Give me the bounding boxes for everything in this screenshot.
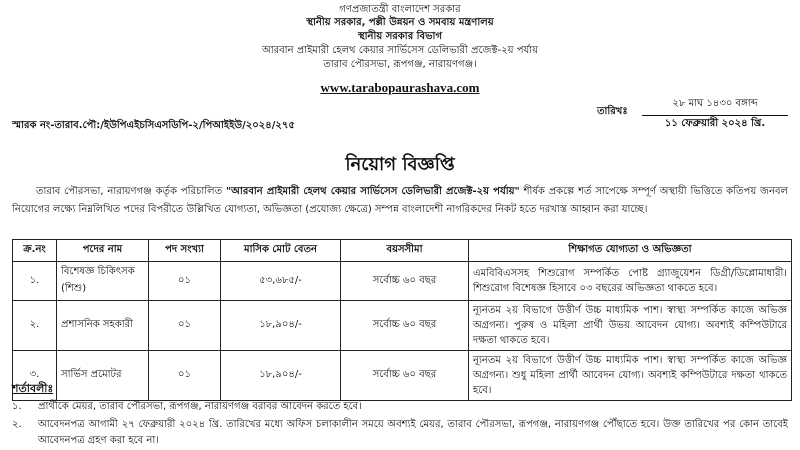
intro-paragraph: [12, 183, 788, 219]
term-text: প্রার্থীকে মেয়র, তারাব পৌরসভা, রূপগঞ্জ, নারায়ণগঞ্জ বরাবর আবেদন করতে হবে।: [38, 401, 362, 412]
table-row: [13, 301, 792, 351]
col-age: বয়সসীমা: [341, 240, 469, 262]
header-ministry: স্থানীয় সরকার, পল্লী উন্নয়ন ও সমবায় মন্ত্রণালয়: [306, 17, 494, 28]
notice-title: নিয়োগ বিজ্ঞপ্তি: [345, 154, 455, 175]
row-serial: ১.: [13, 262, 57, 301]
date-label: তারিখঃ: [597, 106, 628, 117]
row-salary: ৫৩,৬৮৫/-: [221, 262, 341, 301]
table-row: [13, 351, 792, 401]
row-requirement: এমবিবিএসসহ শিশুরোগ সম্পর্কিত পোষ্ট গ্র্যাজুয়েশন ডিগ্রী/ডিপ্লোমাধারী। শিশুরোগ বিশেষজ্ঞ হিসাবে ০৩ বছরের অভিজ্ঞতা থাকতে হবে।: [469, 262, 792, 301]
term-number: ২.: [12, 419, 22, 430]
terms-title: শর্তাবলীঃ: [12, 382, 54, 395]
header-division: স্থানীয় সরকার বিভাগ: [357, 31, 443, 42]
term-number: ১.: [12, 401, 22, 412]
table-row: [13, 262, 792, 301]
col-requirement: শিক্ষাগত যোগ্যতা ও অভিজ্ঞতা: [469, 240, 792, 262]
row-age: সর্বোচ্চ ৬০ বছর: [341, 262, 469, 301]
row-serial: ৩.: [13, 351, 57, 401]
list-item: [12, 399, 788, 415]
col-post: পদের নাম: [57, 240, 149, 262]
table-header-row: [13, 240, 792, 262]
intro-project-name: "আরবান প্রাইমারী হেলথ কেয়ার সার্ভিসেস ডেলিভারী প্রজেক্ট-২য় পর্যায়": [225, 186, 520, 197]
header-municipality: তারাব পৌরসভা, রূপগঞ্জ, নারায়ণগঞ্জ।: [323, 59, 477, 70]
row-count: ০১: [149, 351, 221, 401]
row-salary: ১৮,৯০৪/-: [221, 351, 341, 401]
row-post: সার্ভিস প্রমোটর: [57, 351, 149, 401]
list-item: [12, 417, 788, 449]
term-text: আবেদনপত্র আগামী ২৭ ফেব্রুয়ারী ২০২৪ খ্রি. তারিখের মধ্যে অফিস চলাকালীন সময়ে অবশ্যই মেয়র, তারাব পৌরসভা, রূপগঞ্জ, নারায়ণগঞ্জ পৌঁছাতে হবে। উক্ত তারিখের পর কোন তাবেই আবেদনপত্র গ্রহণ করা হবে না।: [38, 419, 788, 446]
col-serial: ক্র.নং: [13, 240, 57, 262]
col-count: পদ সংখ্যা: [149, 240, 221, 262]
date-bangla: ২৮ মাঘ ১৪৩০ বঙ্গাব্দ: [642, 96, 788, 116]
memo-reference: স্মারক নং-তারাব.পৌ:/ইউপিএইচসিএসডিপি-২/পিআইইউ/২০২৪/২৭৫: [12, 120, 295, 131]
intro-part1: তারাব পৌরসভা, নারায়ণগঞ্জ কর্তৃক পরিচালিত: [36, 186, 226, 197]
header-government: গণপ্রজাতন্ত্রী বাংলাদেশ সরকার: [339, 4, 461, 15]
row-post: বিশেষজ্ঞ চিকিৎসক (শিশু): [57, 262, 149, 301]
row-count: ০১: [149, 301, 221, 351]
date-english: ১১ ফেব্রুয়ারী ২০২৪ খ্রি.: [664, 118, 766, 129]
row-count: ০১: [149, 262, 221, 301]
col-salary: মাসিক মোট বেতন: [221, 240, 341, 262]
website-link[interactable]: www.tarabopaurashava.com: [320, 80, 480, 95]
row-salary: ১৮,৯০৪/-: [221, 301, 341, 351]
row-post: প্রশাসনিক সহকারী: [57, 301, 149, 351]
row-requirement: ন্যূনতম ২য় বিভাগে উত্তীর্ণ উচ্চ মাধ্যমিক পাশ। স্বাস্থ্য সম্পর্কিত কাজে অভিজ্ঞ অগ্রগন্য। পুরুষ ও মহিলা প্রার্থী উভয় আবেদন যোগ্য। অবশ্যই কম্পিউটারে দক্ষতা থাকতে হবে।: [469, 301, 792, 351]
row-requirement: ন্যূনতম ২য় বিভাগে উত্তীর্ণ উচ্চ মাধ্যমিক পাশ। স্বাস্থ্য সম্পর্কিত কাজে অভিজ্ঞ অগ্রগন্য। শুধু মহিলা প্রার্থী আবেদন যোগ্য। অবশ্যই কম্পিউটারে দক্ষতা থাকতে হবে।: [469, 351, 792, 401]
row-serial: ২.: [13, 301, 57, 351]
row-age: সর্বোচ্চ ৬০ বছর: [341, 351, 469, 401]
terms-list: [12, 399, 788, 450]
header-project: আরবান প্রাইমারী হেলথ কেয়ার সার্ভিসেস ডেলিভারী প্রজেক্ট-২য় পর্যায়: [261, 45, 539, 56]
row-age: সর্বোচ্চ ৬০ বছর: [341, 301, 469, 351]
intro-part2: শীর্ষক প্রকল্পে শর্ত সাপেক্ষে সম্পূর্ণ অস্থায়ী ভিত্তিতে কতিপয় জনবল নিয়োগের লক্ষ্যে নিম্নলিখিত পদের বিপরীতে উল্লিখিত যোগ্যতা, অভিজ্ঞতা (প্রযোজ্য ক্ষেত্রে) সম্পন্ন বাংলাদেশী নাগরিকদের নিকট হতে দরখাস্ত আহ্বান করা যাচ্ছে।: [12, 186, 788, 215]
vacancy-table: [12, 239, 792, 401]
